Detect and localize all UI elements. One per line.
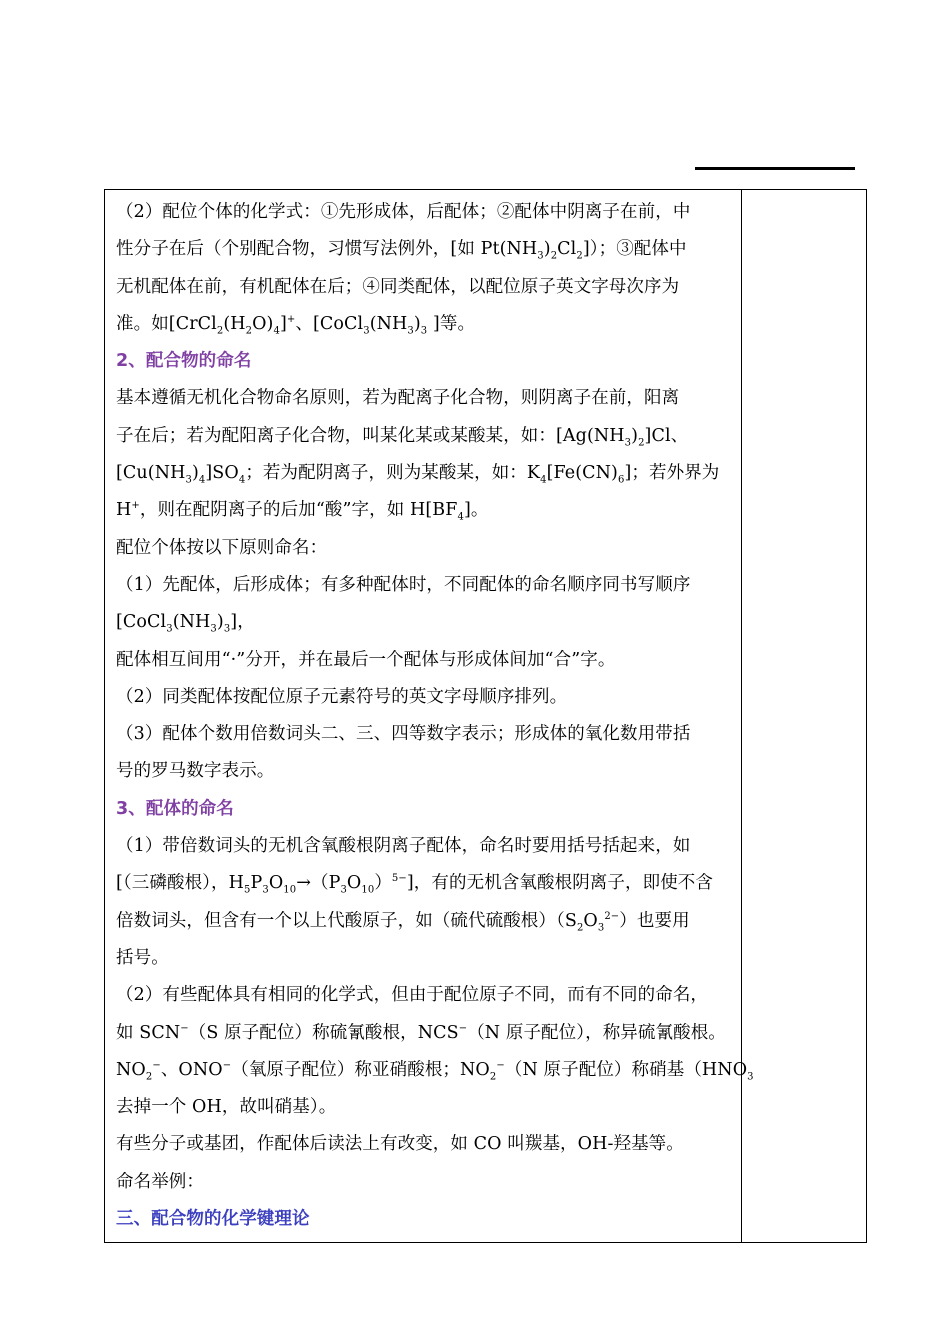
text-segment: ；若为配阴离子，则为某酸某，如：K (245, 463, 541, 484)
header-rule (695, 167, 855, 170)
text-segment: 配位个体按以下原则命名： (116, 537, 328, 558)
text-segment: 2、配合物的命名 (116, 351, 252, 372)
text-segment: ) (413, 313, 421, 334)
subscript: 3 (597, 922, 605, 934)
text-segment: （2）同类配体按配位原子元素符号的英文字母顺序排列。 (116, 686, 568, 707)
content-table (104, 189, 867, 1243)
text-line (116, 1126, 736, 1163)
text-segment: P (250, 873, 263, 894)
subscript: 4 (273, 325, 280, 337)
column-divider (741, 190, 742, 1242)
text-segment: [（三磷酸根），H (116, 873, 244, 894)
text-line (116, 418, 736, 455)
subscript: 10 (361, 884, 375, 896)
superscript: 2− (604, 910, 620, 922)
subscript: 4 (457, 511, 464, 523)
text-segment: NO (116, 1059, 146, 1080)
text-segment: ]， (230, 612, 255, 633)
text-segment: (NH (172, 612, 211, 633)
subscript: 5 (244, 884, 251, 896)
subscript: 10 (283, 884, 297, 896)
text-line (116, 940, 736, 977)
text-segment: ]，有的无机含氧酸根阴离子，即使不含 (406, 873, 714, 894)
text-line (116, 642, 736, 679)
text-line (116, 455, 736, 492)
text-line (116, 306, 736, 343)
section-heading (116, 791, 736, 828)
text-segment: 号的罗马数字表示。 (116, 761, 275, 782)
text-segment: ) (631, 425, 639, 446)
text-segment: （氧原子配位）称亚硝酸根；NO (231, 1059, 490, 1080)
subscript: 3 (420, 325, 428, 337)
subscript: 3 (223, 623, 231, 635)
subscript: 2 (489, 1071, 497, 1083)
subscript: 2 (576, 922, 584, 934)
text-segment: 倍数词头，但含有一个以上代酸原子，如（硫代硫酸根）（S (116, 910, 577, 931)
text-segment: （1）带倍数词头的无机含氧酸根阴离子配体，命名时要用括号括起来，如 (116, 836, 691, 857)
text-line (116, 679, 736, 716)
text-segment: ）也要用 (619, 910, 690, 931)
subscript: 3 (747, 1071, 754, 1083)
section-heading (116, 1201, 736, 1238)
superscript: − (458, 1022, 468, 1034)
text-line (116, 1052, 754, 1089)
subscript: 3 (340, 884, 347, 896)
text-segment: 、[CoCl (295, 313, 364, 334)
text-segment: Cl (557, 239, 577, 260)
text-line (116, 865, 736, 902)
main-content-cell (116, 194, 754, 1238)
text-line (116, 903, 736, 940)
subscript: 2 (145, 1071, 153, 1083)
text-line (116, 194, 736, 231)
text-segment: （3）配体个数用倍数词头二、三、四等数字表示；形成体的氧化数用带括 (116, 724, 691, 745)
text-segment: （N 原子配位），称异硫氰酸根。 (467, 1022, 726, 1043)
text-segment: ，则在配阴离子的后加“酸”字，如 H[BF (139, 500, 458, 521)
superscript: + (131, 500, 140, 512)
text-line (116, 977, 736, 1014)
text-segment: ]等。 (427, 313, 476, 334)
text-segment: 配体相互间用“·”分开，并在最后一个配体与形成体间加“合”字。 (116, 649, 616, 670)
text-segment: 无机配体在前，有机配体在后；④同类配体，以配位原子英文字母次序为 (116, 276, 680, 297)
text-segment: 性分子在后（个别配合物，习惯写法例外，[如 Pt(NH (116, 239, 538, 260)
subscript: 2 (576, 250, 583, 262)
text-segment: ]Cl、 (644, 425, 689, 446)
text-segment: 、ONO (160, 1059, 223, 1080)
subscript: 3 (363, 325, 370, 337)
text-segment: (H (223, 313, 246, 334)
text-line (116, 716, 736, 753)
text-segment: （1）先配体，后形成体；有多种配体时，不同配体的命名顺序同书写顺序 (116, 574, 691, 595)
text-line (116, 1089, 736, 1126)
text-segment: ） (374, 873, 392, 894)
text-segment: (NH (369, 313, 408, 334)
text-segment: ]；若外界为 (624, 463, 720, 484)
superscript: − (496, 1060, 505, 1071)
text-segment: 有些分子或基团，作配体后读法上有改变，如 CO 叫羰基，OH-羟基等。 (116, 1134, 684, 1155)
subscript: 3 (624, 437, 632, 449)
subscript: 2 (638, 437, 645, 449)
subscript: 3 (166, 623, 173, 635)
text-segment: 基本遵循无机化合物命名原则，若为配离子化合物，则阴离子在前，阳离 (116, 388, 680, 409)
subscript: 3 (185, 474, 192, 486)
text-segment: 子在后；若为配阳离子化合物，叫某化某或某酸某，如：[Ag(NH (116, 425, 625, 446)
text-segment: ]SO (205, 463, 239, 484)
subscript: 2 (245, 325, 253, 337)
text-segment: H (116, 500, 132, 521)
text-line (116, 828, 736, 865)
subscript: 2 (216, 325, 224, 337)
text-line (116, 492, 736, 529)
text-segment: [CoCl (116, 612, 167, 633)
text-line (116, 604, 736, 641)
text-segment: ]。 (463, 500, 489, 521)
text-line (116, 530, 736, 567)
text-segment: O (583, 910, 598, 931)
text-segment: ) (543, 239, 551, 260)
superscript: 5− (391, 873, 407, 885)
text-segment: （2）有些配体具有相同的化学式，但由于配位原子不同，而有不同的命名， (116, 985, 709, 1006)
text-line (116, 380, 736, 417)
text-segment: 去掉一个 OH，故叫硝基）。 (116, 1097, 337, 1118)
text-line (116, 1015, 736, 1052)
text-segment: （2）配位个体的化学式：①先形成体，后配体；②配体中阴离子在前，中 (116, 202, 691, 222)
text-segment: ) (191, 463, 199, 484)
text-segment: 准。如[CrCl (116, 313, 217, 334)
subscript: 4 (198, 474, 206, 486)
superscript: + (286, 314, 296, 326)
subscript: 3 (262, 884, 269, 896)
subscript: 4 (238, 474, 246, 486)
text-segment: （S 原子配位）称硫氰酸根，NCS (188, 1022, 459, 1043)
text-segment: 如 SCN (116, 1022, 181, 1043)
text-segment: （N 原子配位）称硝基（HNO (504, 1059, 748, 1080)
text-segment: [Fe(CN) (546, 463, 618, 484)
text-segment: 括号。 (116, 947, 169, 968)
text-segment: ]）；③配体中 (582, 239, 687, 260)
superscript: − (152, 1060, 161, 1071)
subscript: 3 (537, 250, 544, 262)
text-segment: O (346, 873, 362, 894)
subscript: 6 (618, 474, 625, 486)
text-segment: →（P (296, 873, 341, 894)
text-line (116, 231, 736, 268)
text-segment: ] (279, 313, 287, 334)
text-segment: ) (216, 612, 224, 633)
superscript: − (222, 1060, 232, 1071)
section-heading (116, 343, 736, 380)
text-line (116, 1164, 736, 1201)
subscript: 3 (407, 325, 414, 337)
superscript: − (180, 1022, 189, 1034)
text-segment: 三、配合物的化学键理论 (116, 1209, 310, 1230)
subscript: 3 (210, 623, 217, 635)
text-line (116, 753, 736, 790)
text-segment: [Cu(NH (116, 463, 186, 484)
subscript: 2 (550, 250, 558, 262)
text-segment: O) (252, 313, 274, 334)
text-segment: O (268, 873, 284, 894)
text-line (116, 269, 736, 306)
text-segment: 命名举例： (116, 1171, 204, 1192)
text-line (116, 567, 736, 604)
text-segment: 3、配体的命名 (116, 798, 234, 819)
subscript: 4 (540, 474, 547, 486)
